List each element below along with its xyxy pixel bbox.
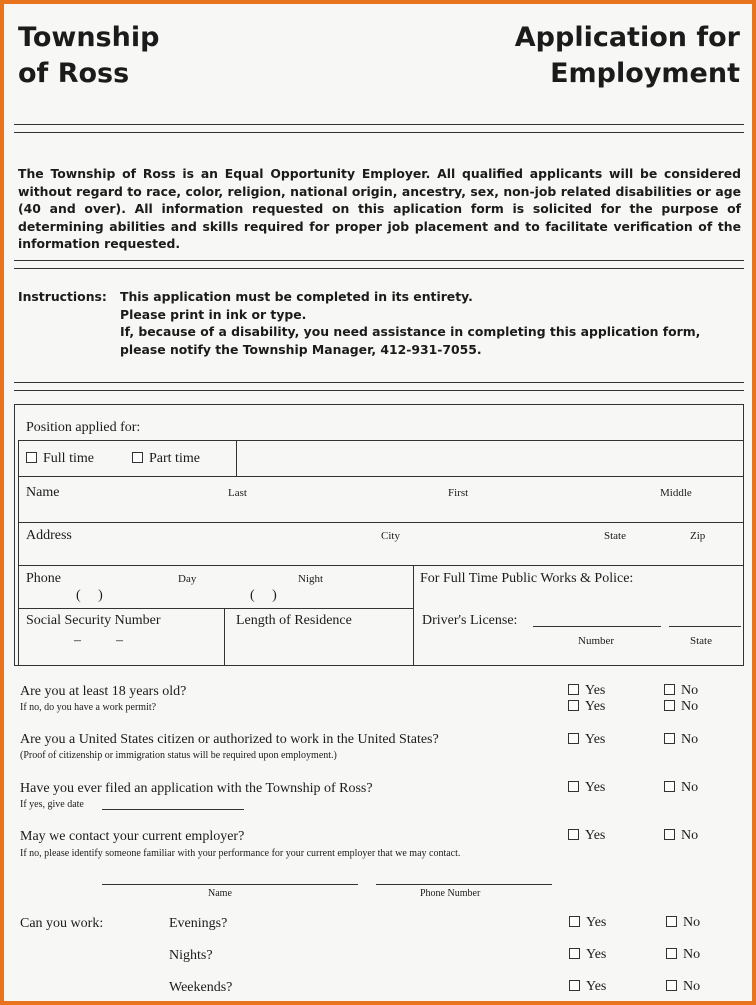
q-prior-application-yes[interactable] [568, 780, 605, 796]
yes-checkbox[interactable] [569, 948, 580, 959]
yes-label: Yes [586, 947, 607, 962]
q-contact-employer-yes[interactable] [568, 828, 605, 844]
divider [14, 268, 744, 269]
residence-label: Length of Residence [236, 613, 352, 628]
name-field[interactable] [22, 500, 740, 520]
divider [14, 382, 744, 383]
weekends-no[interactable] [666, 979, 700, 995]
name-first-caption: First [448, 487, 469, 499]
position-label: Position applied for: [26, 420, 141, 435]
address-zip-caption: Zip [690, 530, 706, 542]
yes-checkbox[interactable] [569, 916, 580, 927]
q-prior-application-no[interactable] [664, 780, 698, 796]
no-checkbox[interactable] [664, 781, 675, 792]
yes-label: Yes [586, 915, 607, 930]
divider [14, 260, 744, 261]
license-state-line[interactable] [669, 626, 741, 627]
evenings-yes[interactable] [569, 915, 606, 931]
no-checkbox[interactable] [664, 700, 675, 711]
name-middle-caption: Middle [660, 487, 692, 499]
residence-field[interactable] [228, 632, 408, 662]
phone-night-caption: Night [298, 573, 324, 585]
part-time-option[interactable] [132, 451, 200, 467]
q-contact-employer-no[interactable] [664, 828, 698, 844]
q-prior-application-sub: If yes, give date [20, 799, 84, 810]
address-city-caption: City [381, 530, 400, 542]
address-field[interactable] [22, 544, 740, 563]
no-checkbox[interactable] [664, 684, 675, 695]
org-line-1: Township [18, 22, 160, 53]
phone-night-field[interactable]: ( ) [250, 588, 277, 603]
license-state-caption: State [690, 635, 712, 647]
org-name [18, 20, 159, 92]
yes-label: Yes [585, 683, 606, 698]
phone-day-field[interactable]: ( ) [76, 588, 103, 603]
org-line-2: of Ross [18, 58, 130, 89]
q-citizen: Are you a United States citizen or authorized to work in the United States? [20, 732, 439, 747]
can-work-label: Can you work: [20, 916, 104, 931]
instructions-line-1: This application must be completed in its entirety. [120, 289, 473, 304]
full-time-option[interactable] [26, 451, 94, 467]
license-label: Driver's License: [422, 613, 518, 628]
q-contact-employer: May we contact your current employer? [20, 829, 245, 844]
no-label: No [683, 915, 701, 930]
q-citizen-no[interactable] [664, 732, 698, 748]
yes-checkbox[interactable] [568, 781, 579, 792]
q-contact-employer-sub: If no, please identify someone familiar with your performance for your current employer that we may contact. [20, 848, 461, 859]
name-label: Name [26, 485, 60, 500]
phone-label: Phone [26, 571, 61, 586]
no-label: No [681, 732, 699, 747]
address-label: Address [26, 528, 72, 543]
no-checkbox[interactable] [666, 916, 677, 927]
table-rule [18, 476, 744, 477]
contact-name-caption: Name [208, 888, 232, 899]
ssn-label: Social Security Number [26, 613, 161, 628]
evenings-label: Evenings? [169, 916, 228, 931]
nights-no[interactable] [666, 947, 700, 963]
form-title [515, 20, 740, 92]
yes-label: Yes [585, 828, 606, 843]
q-permit-no[interactable] [664, 699, 698, 715]
q-age: Are you at least 18 years old? [20, 684, 187, 699]
eeo-statement: The Township of Ross is an Equal Opportunity Employer. All qualified applicants will be considered without regard to race, color, religion, national origin, ancestry, sex, non-job related disabilities or age (40 and over). All information requested on this aplication form is solicited for the purpose of determining abilities and skills required for proper job placement and to facilitate verification of the information requested. [18, 166, 741, 251]
position-field[interactable] [240, 444, 740, 474]
works-police-note: For Full Time Public Works & Police: [420, 571, 634, 586]
yes-checkbox[interactable] [568, 733, 579, 744]
part-time-checkbox[interactable] [132, 452, 143, 463]
nights-yes[interactable] [569, 947, 606, 963]
title-line-1: Application for [514, 22, 740, 53]
prior-application-date-line[interactable] [102, 809, 244, 810]
divider [14, 132, 744, 133]
no-checkbox[interactable] [666, 948, 677, 959]
contact-phone-caption: Phone Number [420, 888, 481, 899]
no-checkbox[interactable] [664, 829, 675, 840]
evenings-no[interactable] [666, 915, 700, 931]
no-checkbox[interactable] [666, 980, 677, 991]
yes-label: Yes [585, 780, 606, 795]
q-citizen-yes[interactable] [568, 732, 605, 748]
ssn-field[interactable]: – – [74, 633, 123, 648]
instructions-label: Instructions: [18, 289, 107, 304]
full-time-checkbox[interactable] [26, 452, 37, 463]
instructions-line-4: please notify the Township Manager, 412-931-7055. [120, 341, 482, 357]
no-label: No [683, 979, 701, 994]
no-label: No [681, 699, 699, 714]
no-label: No [681, 780, 699, 795]
no-label: No [683, 947, 701, 962]
q-age-no[interactable] [664, 683, 698, 699]
no-checkbox[interactable] [664, 733, 675, 744]
part-time-label: Part time [149, 451, 200, 466]
q-citizen-sub: (Proof of citizenship or immigration status will be required upon employment.) [20, 750, 337, 761]
yes-checkbox[interactable] [568, 829, 579, 840]
table-rule [236, 440, 237, 476]
name-last-caption: Last [228, 487, 247, 499]
yes-label: Yes [585, 699, 606, 714]
weekends-yes[interactable] [569, 979, 606, 995]
yes-checkbox[interactable] [568, 700, 579, 711]
instructions-line-3: If, because of a disability, you need assistance in completing this application form, [120, 324, 701, 339]
yes-checkbox[interactable] [569, 980, 580, 991]
yes-label: Yes [586, 979, 607, 994]
table-rule [224, 608, 225, 666]
table-rule [18, 565, 744, 566]
instructions-text [120, 288, 740, 358]
weekends-label: Weekends? [169, 980, 233, 995]
no-label: No [681, 828, 699, 843]
q-age-sub: If no, do you have a work permit? [20, 702, 157, 713]
q-permit-yes[interactable] [568, 699, 605, 715]
no-label: No [681, 683, 699, 698]
divider [14, 124, 744, 125]
application-page [4, 4, 752, 1001]
contact-name-line[interactable] [102, 884, 358, 885]
yes-checkbox[interactable] [568, 684, 579, 695]
license-number-line[interactable] [533, 626, 661, 627]
table-rule [413, 565, 414, 666]
table-rule [18, 522, 744, 523]
instructions-line-2: Please print in ink or type. [120, 306, 307, 322]
address-state-caption: State [604, 530, 626, 542]
contact-phone-line[interactable] [376, 884, 552, 885]
nights-label: Nights? [169, 948, 213, 963]
title-line-2: Employment [550, 58, 740, 89]
table-rule [18, 608, 414, 609]
q-age-yes[interactable] [568, 683, 605, 699]
license-number-caption: Number [578, 635, 615, 647]
divider [14, 390, 744, 391]
full-time-label: Full time [43, 451, 94, 466]
q-prior-application: Have you ever filed an application with the Township of Ross? [20, 781, 373, 796]
phone-day-caption: Day [178, 573, 197, 585]
yes-label: Yes [585, 732, 606, 747]
